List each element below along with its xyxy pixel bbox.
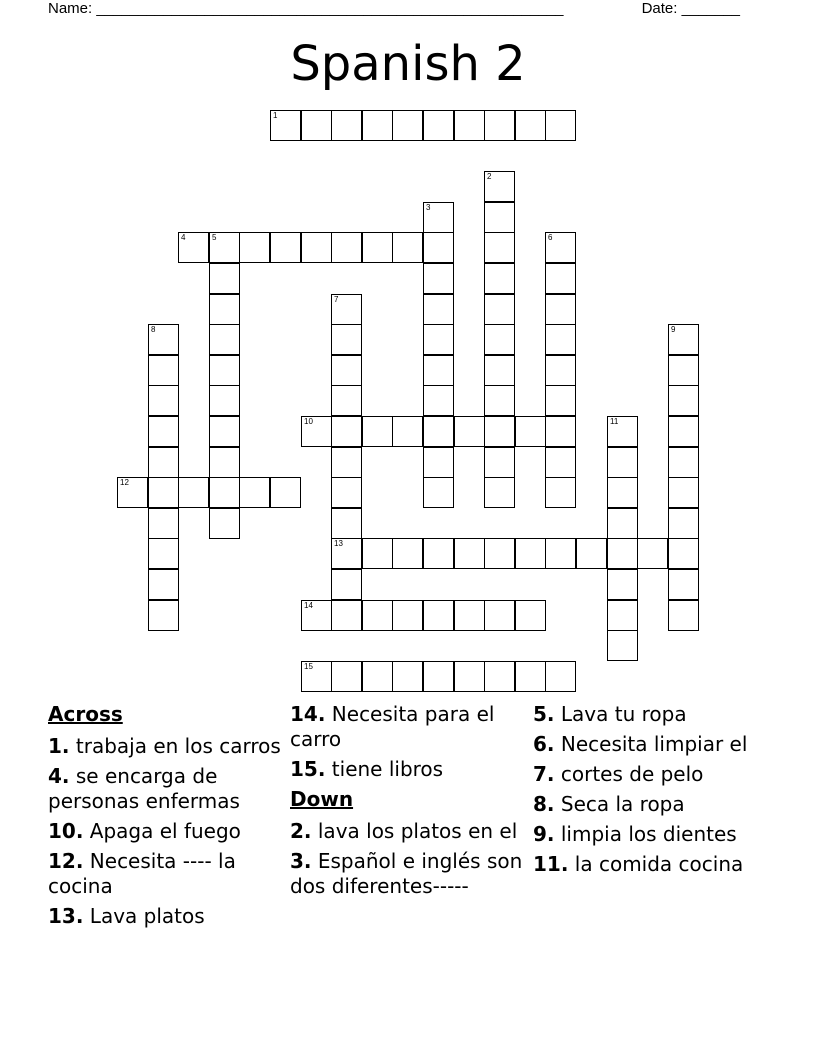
grid-cell[interactable]: [270, 232, 301, 263]
clue-text: la comida cocina: [574, 852, 744, 876]
grid-cell[interactable]: [209, 385, 240, 416]
grid-cell[interactable]: [331, 508, 362, 539]
grid-cell[interactable]: [484, 385, 515, 416]
across-heading: Across: [48, 702, 123, 726]
grid-cell[interactable]: [362, 661, 393, 692]
grid-cell[interactable]: [668, 447, 699, 478]
cell-number: 13: [334, 539, 343, 548]
clue-text: Necesita limpiar el: [560, 732, 748, 756]
clue-text: Necesita ---- la cocina: [48, 849, 236, 898]
clue-number: 12.: [48, 849, 84, 873]
grid-cell[interactable]: [515, 538, 546, 569]
clue-across-4: [48, 764, 288, 814]
cell-number: 1: [273, 111, 278, 120]
clue-text: lava los platos en el: [317, 819, 518, 843]
grid-cell[interactable]: [607, 630, 638, 661]
grid-cell[interactable]: [668, 538, 699, 569]
grid-cell[interactable]: [423, 538, 454, 569]
grid-cell[interactable]: [668, 600, 699, 631]
grid-cell[interactable]: [545, 416, 576, 447]
grid-cell[interactable]: [484, 416, 515, 447]
grid-cell[interactable]: [484, 232, 515, 263]
grid-cell[interactable]: [362, 110, 393, 141]
grid-cell[interactable]: [484, 477, 515, 508]
grid-cell[interactable]: [423, 600, 454, 631]
grid-cell[interactable]: [209, 355, 240, 386]
grid-cell[interactable]: [331, 232, 362, 263]
grid-cell[interactable]: [148, 447, 179, 478]
cell-number: 14: [304, 601, 313, 610]
cell-number: 5: [212, 233, 217, 242]
grid-cell[interactable]: [423, 232, 454, 263]
grid-cell[interactable]: [545, 263, 576, 294]
clue-down-11: [533, 852, 773, 877]
grid-cell[interactable]: [668, 385, 699, 416]
grid-cell[interactable]: [148, 355, 179, 386]
grid-cell[interactable]: [331, 661, 362, 692]
clue-number: 14.: [290, 702, 326, 726]
grid-cell[interactable]: [331, 447, 362, 478]
grid-cell[interactable]: [362, 600, 393, 631]
grid-cell[interactable]: [484, 661, 515, 692]
clue-text: Español e inglés son dos diferentes-----: [290, 849, 523, 898]
grid-cell[interactable]: [209, 263, 240, 294]
clue-across-10: [48, 819, 288, 844]
grid-cell[interactable]: [362, 232, 393, 263]
cell-number: 9: [671, 325, 676, 334]
grid-cell[interactable]: [239, 232, 270, 263]
clue-number: 15.: [290, 757, 326, 781]
grid-cell[interactable]: [301, 110, 332, 141]
grid-cell[interactable]: [668, 324, 699, 355]
grid-cell[interactable]: [331, 569, 362, 600]
grid-cell[interactable]: [423, 110, 454, 141]
clue-across-12: [48, 849, 288, 899]
clue-text: Seca la ropa: [560, 792, 685, 816]
grid-cell[interactable]: [209, 416, 240, 447]
grid-cell[interactable]: [148, 385, 179, 416]
grid-cell[interactable]: [209, 294, 240, 325]
grid-cell[interactable]: [117, 477, 148, 508]
cell-number: 8: [151, 325, 156, 334]
grid-cell[interactable]: [668, 569, 699, 600]
clue-text: cortes de pelo: [560, 762, 704, 786]
grid-cell[interactable]: [148, 508, 179, 539]
grid-cell[interactable]: [484, 294, 515, 325]
grid-cell[interactable]: [484, 202, 515, 233]
grid-cell[interactable]: [423, 324, 454, 355]
clue-number: 5.: [533, 702, 555, 726]
grid-cell[interactable]: [515, 110, 546, 141]
grid-cell[interactable]: [392, 538, 423, 569]
grid-cell[interactable]: [545, 294, 576, 325]
grid-cell[interactable]: [515, 661, 546, 692]
grid-cell[interactable]: [362, 538, 393, 569]
grid-cell[interactable]: [392, 600, 423, 631]
clues-column-3: [533, 702, 773, 882]
clue-across-14: [290, 702, 530, 752]
grid-cell[interactable]: [209, 508, 240, 539]
grid-cell[interactable]: [484, 447, 515, 478]
clue-number: 10.: [48, 819, 84, 843]
clue-down-7: [533, 762, 773, 787]
grid-cell[interactable]: [607, 569, 638, 600]
grid-cell[interactable]: [209, 447, 240, 478]
grid-cell[interactable]: [668, 477, 699, 508]
grid-cell[interactable]: [331, 294, 362, 325]
grid-cell[interactable]: [484, 324, 515, 355]
grid-cell[interactable]: [668, 355, 699, 386]
grid-cell[interactable]: [148, 477, 179, 508]
grid-cell[interactable]: [331, 600, 362, 631]
grid-cell[interactable]: [392, 232, 423, 263]
grid-cell[interactable]: [484, 538, 515, 569]
grid-cell[interactable]: [607, 477, 638, 508]
grid-cell[interactable]: [270, 110, 301, 141]
clue-text: Lava platos: [89, 904, 205, 928]
clues-column-2: [290, 702, 530, 904]
grid-cell[interactable]: [148, 324, 179, 355]
cell-number: 12: [120, 478, 129, 487]
grid-cell[interactable]: [423, 355, 454, 386]
clue-number: 6.: [533, 732, 555, 756]
grid-cell[interactable]: [301, 232, 332, 263]
grid-cell[interactable]: [637, 538, 668, 569]
grid-cell[interactable]: [392, 661, 423, 692]
cell-number: 11: [610, 417, 619, 426]
grid-cell[interactable]: [331, 110, 362, 141]
cell-number: 10: [304, 417, 313, 426]
grid-cell[interactable]: [423, 263, 454, 294]
clue-number: 8.: [533, 792, 555, 816]
grid-cell[interactable]: [607, 538, 638, 569]
cell-number: 6: [548, 233, 553, 242]
grid-cell[interactable]: [209, 232, 240, 263]
clue-text: se encarga de personas enfermas: [48, 764, 240, 813]
clue-number: 13.: [48, 904, 84, 928]
grid-cell[interactable]: [423, 477, 454, 508]
grid-cell[interactable]: [331, 355, 362, 386]
grid-cell[interactable]: [331, 477, 362, 508]
grid-cell[interactable]: [270, 477, 301, 508]
grid-cell[interactable]: [545, 661, 576, 692]
grid-cell[interactable]: [301, 416, 332, 447]
clue-text: limpia los dientes: [560, 822, 737, 846]
grid-cell[interactable]: [331, 385, 362, 416]
grid-cell[interactable]: [607, 600, 638, 631]
clue-text: Apaga el fuego: [89, 819, 241, 843]
grid-cell[interactable]: [668, 508, 699, 539]
grid-cell[interactable]: [484, 263, 515, 294]
grid-cell[interactable]: [607, 416, 638, 447]
clue-number: 11.: [533, 852, 569, 876]
grid-cell[interactable]: [301, 661, 332, 692]
grid-cell[interactable]: [392, 416, 423, 447]
down-heading: Down: [290, 787, 354, 811]
grid-cell[interactable]: [454, 416, 485, 447]
clue-down-2: [290, 819, 530, 844]
cell-number: 7: [334, 295, 339, 304]
grid-cell[interactable]: [484, 171, 515, 202]
clue-number: 1.: [48, 734, 70, 758]
clue-text: tiene libros: [331, 757, 444, 781]
grid-cell[interactable]: [607, 508, 638, 539]
cell-number: 4: [181, 233, 186, 242]
date-field-label[interactable]: Date: _______: [641, 0, 740, 17]
clues-column-1: [48, 702, 288, 934]
grid-cell[interactable]: [148, 569, 179, 600]
grid-cell[interactable]: [148, 538, 179, 569]
grid-cell[interactable]: [484, 600, 515, 631]
cell-number: 3: [426, 203, 431, 212]
grid-cell[interactable]: [454, 110, 485, 141]
grid-cell[interactable]: [392, 110, 423, 141]
clue-text: trabaja en los carros: [75, 734, 281, 758]
clue-down-6: [533, 732, 773, 757]
page-title: Spanish 2: [290, 36, 526, 92]
clue-across-13: [48, 904, 288, 929]
grid-cell[interactable]: [362, 416, 393, 447]
cell-number: 2: [487, 172, 492, 181]
clue-across-1: [48, 734, 288, 759]
grid-cell[interactable]: [484, 355, 515, 386]
grid-cell[interactable]: [668, 416, 699, 447]
cell-number: 15: [304, 662, 313, 671]
grid-cell[interactable]: [545, 355, 576, 386]
grid-cell[interactable]: [515, 600, 546, 631]
grid-cell[interactable]: [545, 385, 576, 416]
clue-down-9: [533, 822, 773, 847]
grid-cell[interactable]: [423, 294, 454, 325]
grid-cell[interactable]: [545, 232, 576, 263]
grid-cell[interactable]: [545, 324, 576, 355]
clue-number: 2.: [290, 819, 312, 843]
grid-cell[interactable]: [545, 110, 576, 141]
grid-cell[interactable]: [423, 202, 454, 233]
grid-cell[interactable]: [331, 324, 362, 355]
grid-cell[interactable]: [515, 416, 546, 447]
grid-cell[interactable]: [454, 600, 485, 631]
grid-cell[interactable]: [423, 385, 454, 416]
grid-cell[interactable]: [209, 324, 240, 355]
clue-number: 9.: [533, 822, 555, 846]
grid-cell[interactable]: [301, 600, 332, 631]
clue-across-15: [290, 757, 530, 782]
clue-text: Necesita para el carro: [290, 702, 495, 751]
grid-cell[interactable]: [148, 600, 179, 631]
grid-cell[interactable]: [423, 661, 454, 692]
grid-cell[interactable]: [454, 661, 485, 692]
grid-cell[interactable]: [576, 538, 607, 569]
clue-down-5: [533, 702, 773, 727]
clue-number: 7.: [533, 762, 555, 786]
grid-cell[interactable]: [454, 538, 485, 569]
grid-cell[interactable]: [331, 416, 362, 447]
grid-cell[interactable]: [331, 538, 362, 569]
grid-cell[interactable]: [178, 477, 209, 508]
grid-cell[interactable]: [239, 477, 270, 508]
grid-cell[interactable]: [545, 538, 576, 569]
grid-cell[interactable]: [423, 416, 454, 447]
grid-cell[interactable]: [178, 232, 209, 263]
clue-down-3: [290, 849, 530, 899]
grid-cell[interactable]: [545, 477, 576, 508]
grid-cell[interactable]: [423, 447, 454, 478]
clue-down-8: [533, 792, 773, 817]
grid-cell[interactable]: [545, 447, 576, 478]
grid-cell[interactable]: [209, 477, 240, 508]
grid-cell[interactable]: [484, 110, 515, 141]
grid-cell[interactable]: [607, 447, 638, 478]
clue-number: 3.: [290, 849, 312, 873]
grid-cell[interactable]: [148, 416, 179, 447]
clue-number: 4.: [48, 764, 70, 788]
clue-text: Lava tu ropa: [560, 702, 687, 726]
name-field-label[interactable]: Name: ________________________________________________________: [48, 0, 564, 17]
